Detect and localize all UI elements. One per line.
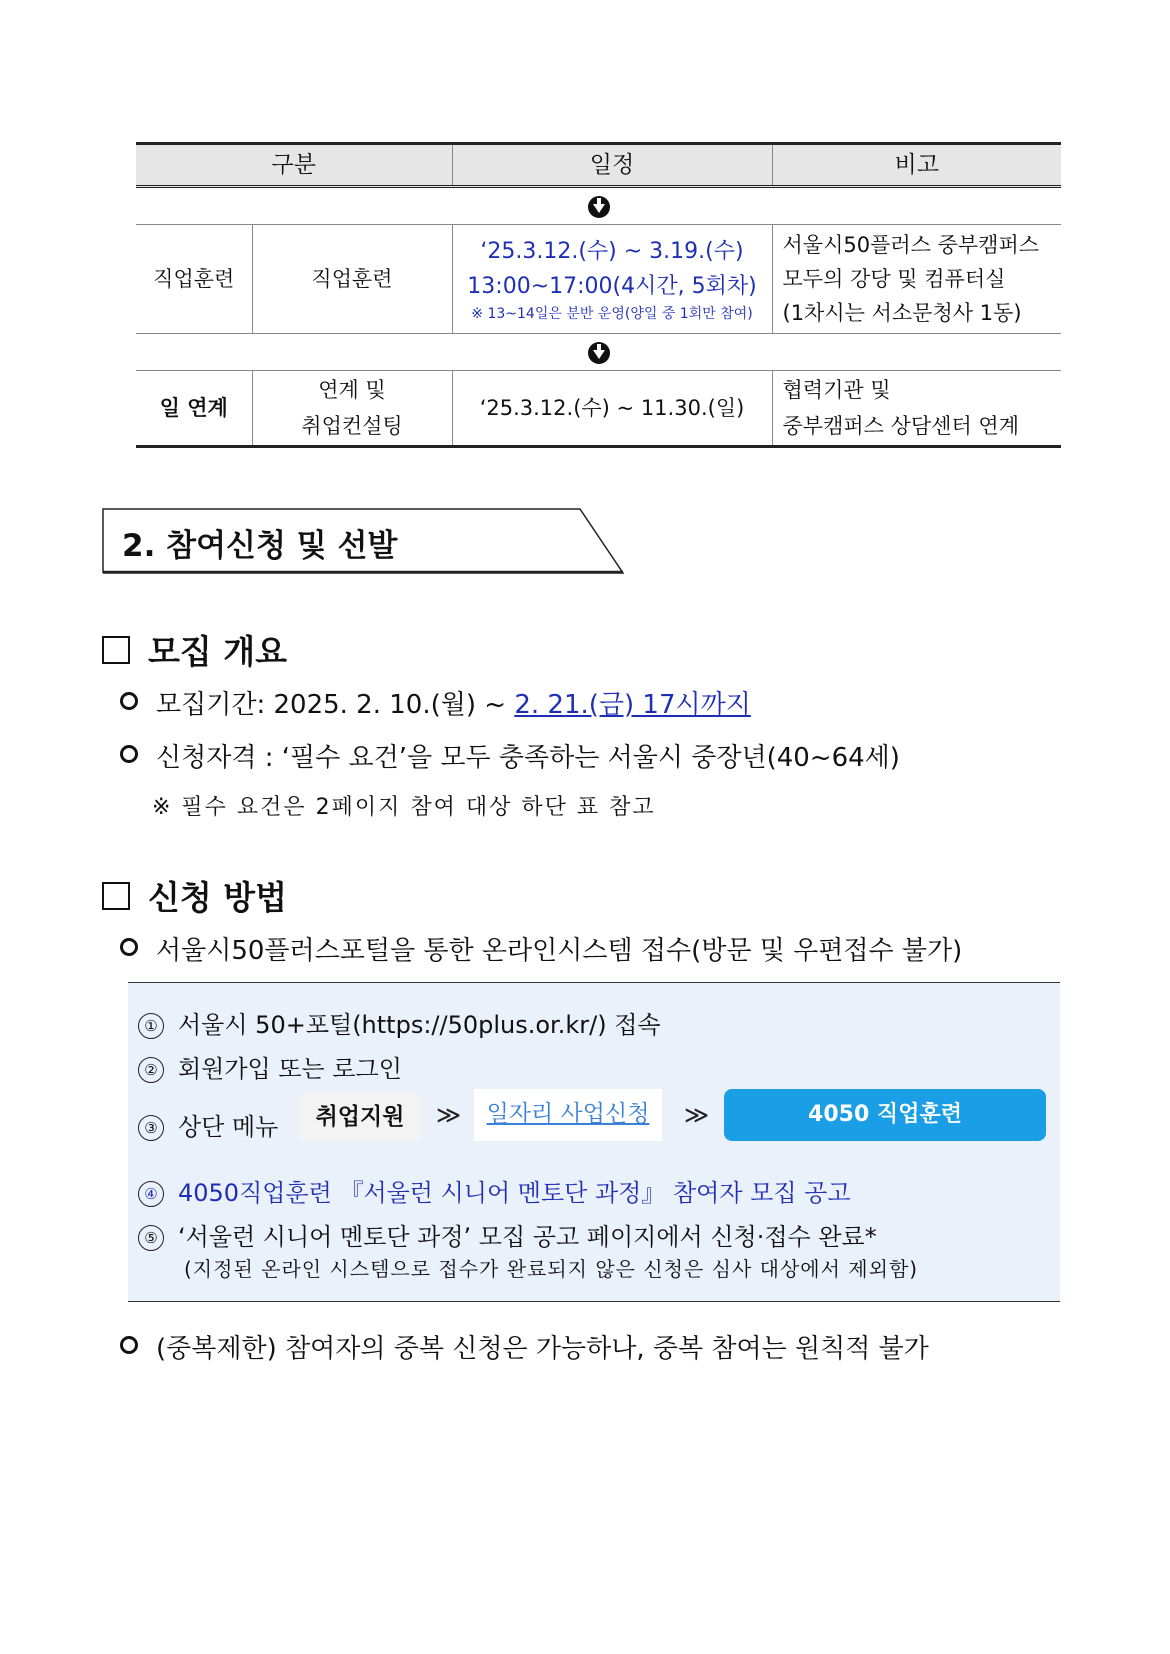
section-heading-tab [102, 508, 624, 574]
table-header-row [136, 144, 1061, 187]
step-5-note: (지정된 온라인 시스템으로 접수가 완료되지 않은 신청은 심사 대상에서 제외함) [184, 1257, 919, 1281]
flow-arrow-row [136, 334, 1061, 371]
step-number: ⑤ [138, 1225, 164, 1251]
schedule-dates: ‘25.3.12.(수) ~ 3.19.(수) [480, 239, 744, 264]
table-row [136, 225, 1061, 334]
eligibility-text: 신청자격 : ‘필수 요건’을 모두 충족하는 서울시 중장년(40~64세) [156, 743, 900, 773]
duplicate-rule-text: (중복제한) 참여자의 중복 신청은 가능하나, 중복 참여는 원칙적 불가 [156, 1334, 929, 1364]
apply-heading [102, 872, 287, 919]
recruit-heading [102, 626, 287, 673]
apply-intro [120, 930, 962, 967]
remark-line: (1차시는 서소문청사 1동) [782, 301, 1022, 325]
step-text: 상단 메뉴 [178, 1113, 279, 1141]
table-row [136, 371, 1061, 447]
header-remark: 비고 [772, 144, 1061, 187]
header-schedule: 일정 [452, 144, 772, 187]
step-number: ② [138, 1057, 164, 1083]
down-arrow-icon [588, 342, 610, 364]
circle-bullet-icon [120, 692, 138, 710]
row-category: 일 연계 [136, 371, 252, 447]
schedule-times: 13:00~17:00(4시간, 5회차) [467, 274, 757, 299]
remark-line: 서울시50플러스 중부캠퍼스 [782, 233, 1040, 257]
schedule-note: ※ 13~14일은 분반 운영(양일 중 1회만 참여) [471, 306, 753, 322]
step-1 [138, 1005, 661, 1040]
circle-bullet-icon [120, 745, 138, 763]
separator-arrow-icon: ≫ [436, 1101, 462, 1129]
recruit-note: ※ 필수 요건은 2페이지 참여 대상 하단 표 참고 [152, 795, 656, 820]
recruit-eligibility [120, 737, 900, 774]
row-subcategory [252, 371, 452, 447]
step-2 [138, 1049, 402, 1084]
step-3 [138, 1107, 278, 1142]
separator-arrow-icon: ≫ [684, 1101, 710, 1129]
row-category: 직업훈련 [136, 225, 252, 334]
checkbox-square-icon [102, 882, 130, 910]
remark-line: 협력기관 및 [782, 378, 891, 402]
apply-steps-box [128, 982, 1060, 1302]
subcategory-line: 연계 및 [318, 378, 386, 402]
recruit-heading-text: 모집 개요 [148, 632, 288, 671]
step-text: 4050직업훈련 『서울런 시니어 멘토단 과정』 참여자 모집 공고 [178, 1179, 851, 1207]
row-schedule: ‘25.3.12.(수) ~ 11.30.(일) [452, 371, 772, 447]
step-text: ‘서울런 시니어 멘토단 과정’ 모집 공고 페이지에서 신청·접수 완료* [178, 1223, 877, 1251]
step-text: 서울시 50+포털(https://50plus.or.kr/) 접속 [178, 1011, 661, 1039]
row-subcategory: 직업훈련 [252, 225, 452, 334]
apply-heading-text: 신청 방법 [148, 878, 288, 917]
circle-bullet-icon [120, 938, 138, 956]
section-title: 2. 참여신청 및 선발 [122, 528, 398, 564]
row-remark [772, 371, 1061, 447]
period-end: 2. 21.(금) 17시까지 [514, 690, 751, 720]
remark-line: 모두의 강당 및 컴퓨터실 [782, 267, 1006, 291]
menu-job-support-button[interactable]: 취업지원 [300, 1093, 420, 1141]
remark-line: 중부캠퍼스 상담센터 연계 [782, 414, 1019, 438]
menu-job-apply-link[interactable]: 일자리 사업신청 [474, 1089, 662, 1141]
flow-arrow-row [136, 187, 1061, 225]
period-label: 모집기간: 2025. 2. 10.(월) ~ [156, 690, 515, 720]
step-4 [138, 1173, 851, 1208]
step-5 [138, 1217, 877, 1252]
step-text: 회원가입 또는 로그인 [178, 1055, 402, 1083]
apply-intro-text: 서울시50플러스포털을 통한 온라인시스템 접수(방문 및 우편접수 불가) [156, 936, 963, 966]
recruit-period [120, 684, 751, 721]
menu-4050-training-button[interactable]: 4050 직업훈련 [724, 1089, 1046, 1141]
down-arrow-icon [588, 196, 610, 218]
step-number: ④ [138, 1181, 164, 1207]
duplicate-rule [120, 1328, 929, 1365]
subcategory-line: 취업컨설팅 [301, 414, 403, 438]
schedule-table [136, 142, 1061, 448]
row-schedule [452, 225, 772, 334]
checkbox-square-icon [102, 636, 130, 664]
circle-bullet-icon [120, 1336, 138, 1354]
row-remark [772, 225, 1061, 334]
step-number: ① [138, 1013, 164, 1039]
step-number: ③ [138, 1115, 164, 1141]
header-category: 구분 [136, 144, 452, 187]
